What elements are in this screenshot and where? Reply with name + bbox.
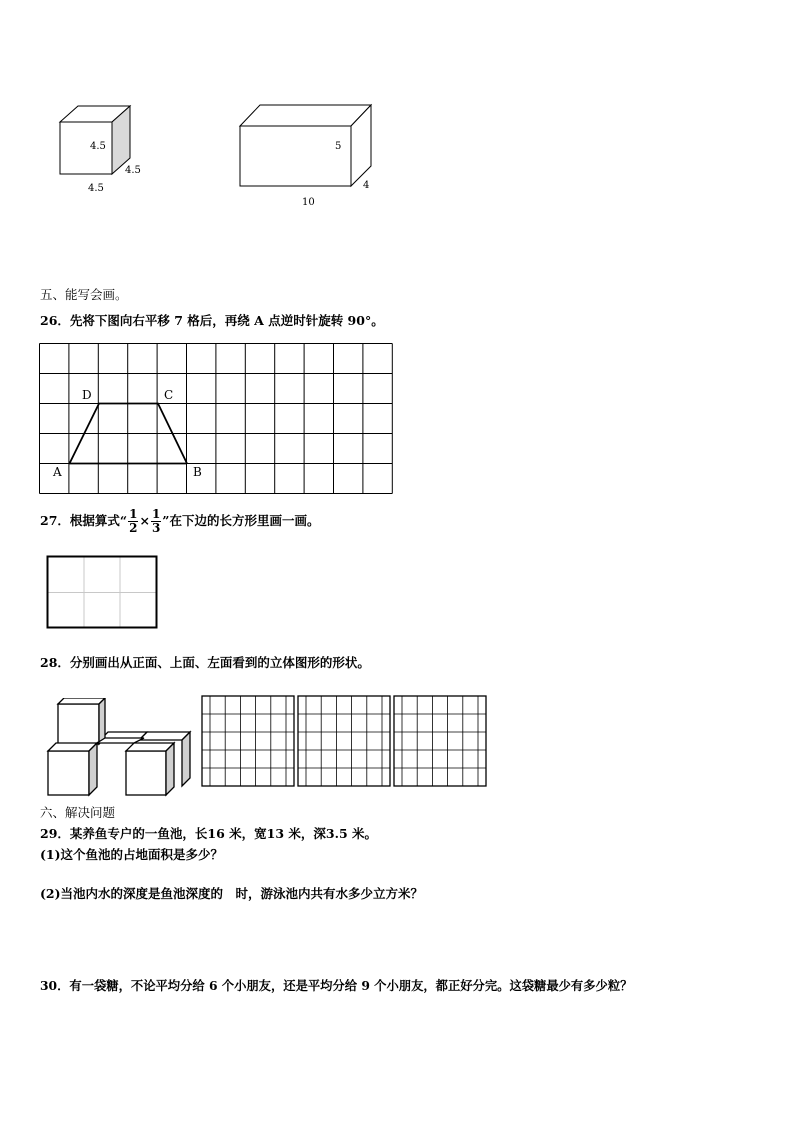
q27-suffix: ”在下边的长方形里画一画。 xyxy=(162,513,320,528)
top-figures xyxy=(40,95,400,215)
q27-prefix: 27．根据算式“ xyxy=(40,513,128,528)
cuboid-figure xyxy=(240,105,371,186)
point-label-c: C xyxy=(164,388,174,402)
q29-part1: (1)这个鱼池的占地面积是多少？ xyxy=(40,847,224,862)
q27-rectangle xyxy=(46,555,160,631)
cube-side-label: 4.5 xyxy=(125,165,141,176)
section-6-heading: 六、解决问题 xyxy=(40,805,116,820)
q29-text: 29．某养鱼专户的一鱼池，长16 米，宽13 米，深3.5 米。 xyxy=(40,826,377,841)
fraction-one-third xyxy=(151,508,161,535)
q28-text: 28．分别画出从正面、上面、左面看到的立体图形的形状。 xyxy=(40,655,370,670)
cube-figure xyxy=(60,106,130,174)
cuboid-front-label: 5 xyxy=(335,141,342,152)
q29-part2: (2)当池内水的深度是鱼池深度的 时，游泳池内共有水多少立方米？ xyxy=(40,886,424,901)
q27-text xyxy=(40,506,320,536)
cuboid-bottom-label: 10 xyxy=(302,197,315,208)
q28-solid-figure xyxy=(44,698,194,798)
times-sign: × xyxy=(139,513,150,528)
fraction-1-numerator: 1 xyxy=(129,507,138,521)
cuboid-side-label: 4 xyxy=(363,180,370,191)
fraction-one-half xyxy=(128,508,138,535)
cube-bottom-label: 4.5 xyxy=(88,183,104,194)
cube-front-label: 4.5 xyxy=(90,141,106,152)
fraction-1-denominator: 2 xyxy=(129,521,138,535)
point-label-d: D xyxy=(82,388,92,402)
section-5-heading: 五、能写会画。 xyxy=(40,287,128,302)
fraction-2-numerator: 1 xyxy=(151,507,161,521)
q30-text: 30．有一袋糖，不论平均分给 6 个小朋友，还是平均分给 9 个小朋友，都正好分完。这袋糖最少有多少粒？ xyxy=(40,978,633,993)
q26-text: 26．先将下图向右平移 7 格后，再绕 A 点逆时针旋转 90°。 xyxy=(40,313,384,328)
fraction-2-denominator: 3 xyxy=(151,521,161,535)
q28-answer-grids xyxy=(200,694,490,788)
q26-grid-figure xyxy=(38,340,398,498)
point-label-b: B xyxy=(193,465,202,479)
point-label-a: A xyxy=(53,465,62,479)
